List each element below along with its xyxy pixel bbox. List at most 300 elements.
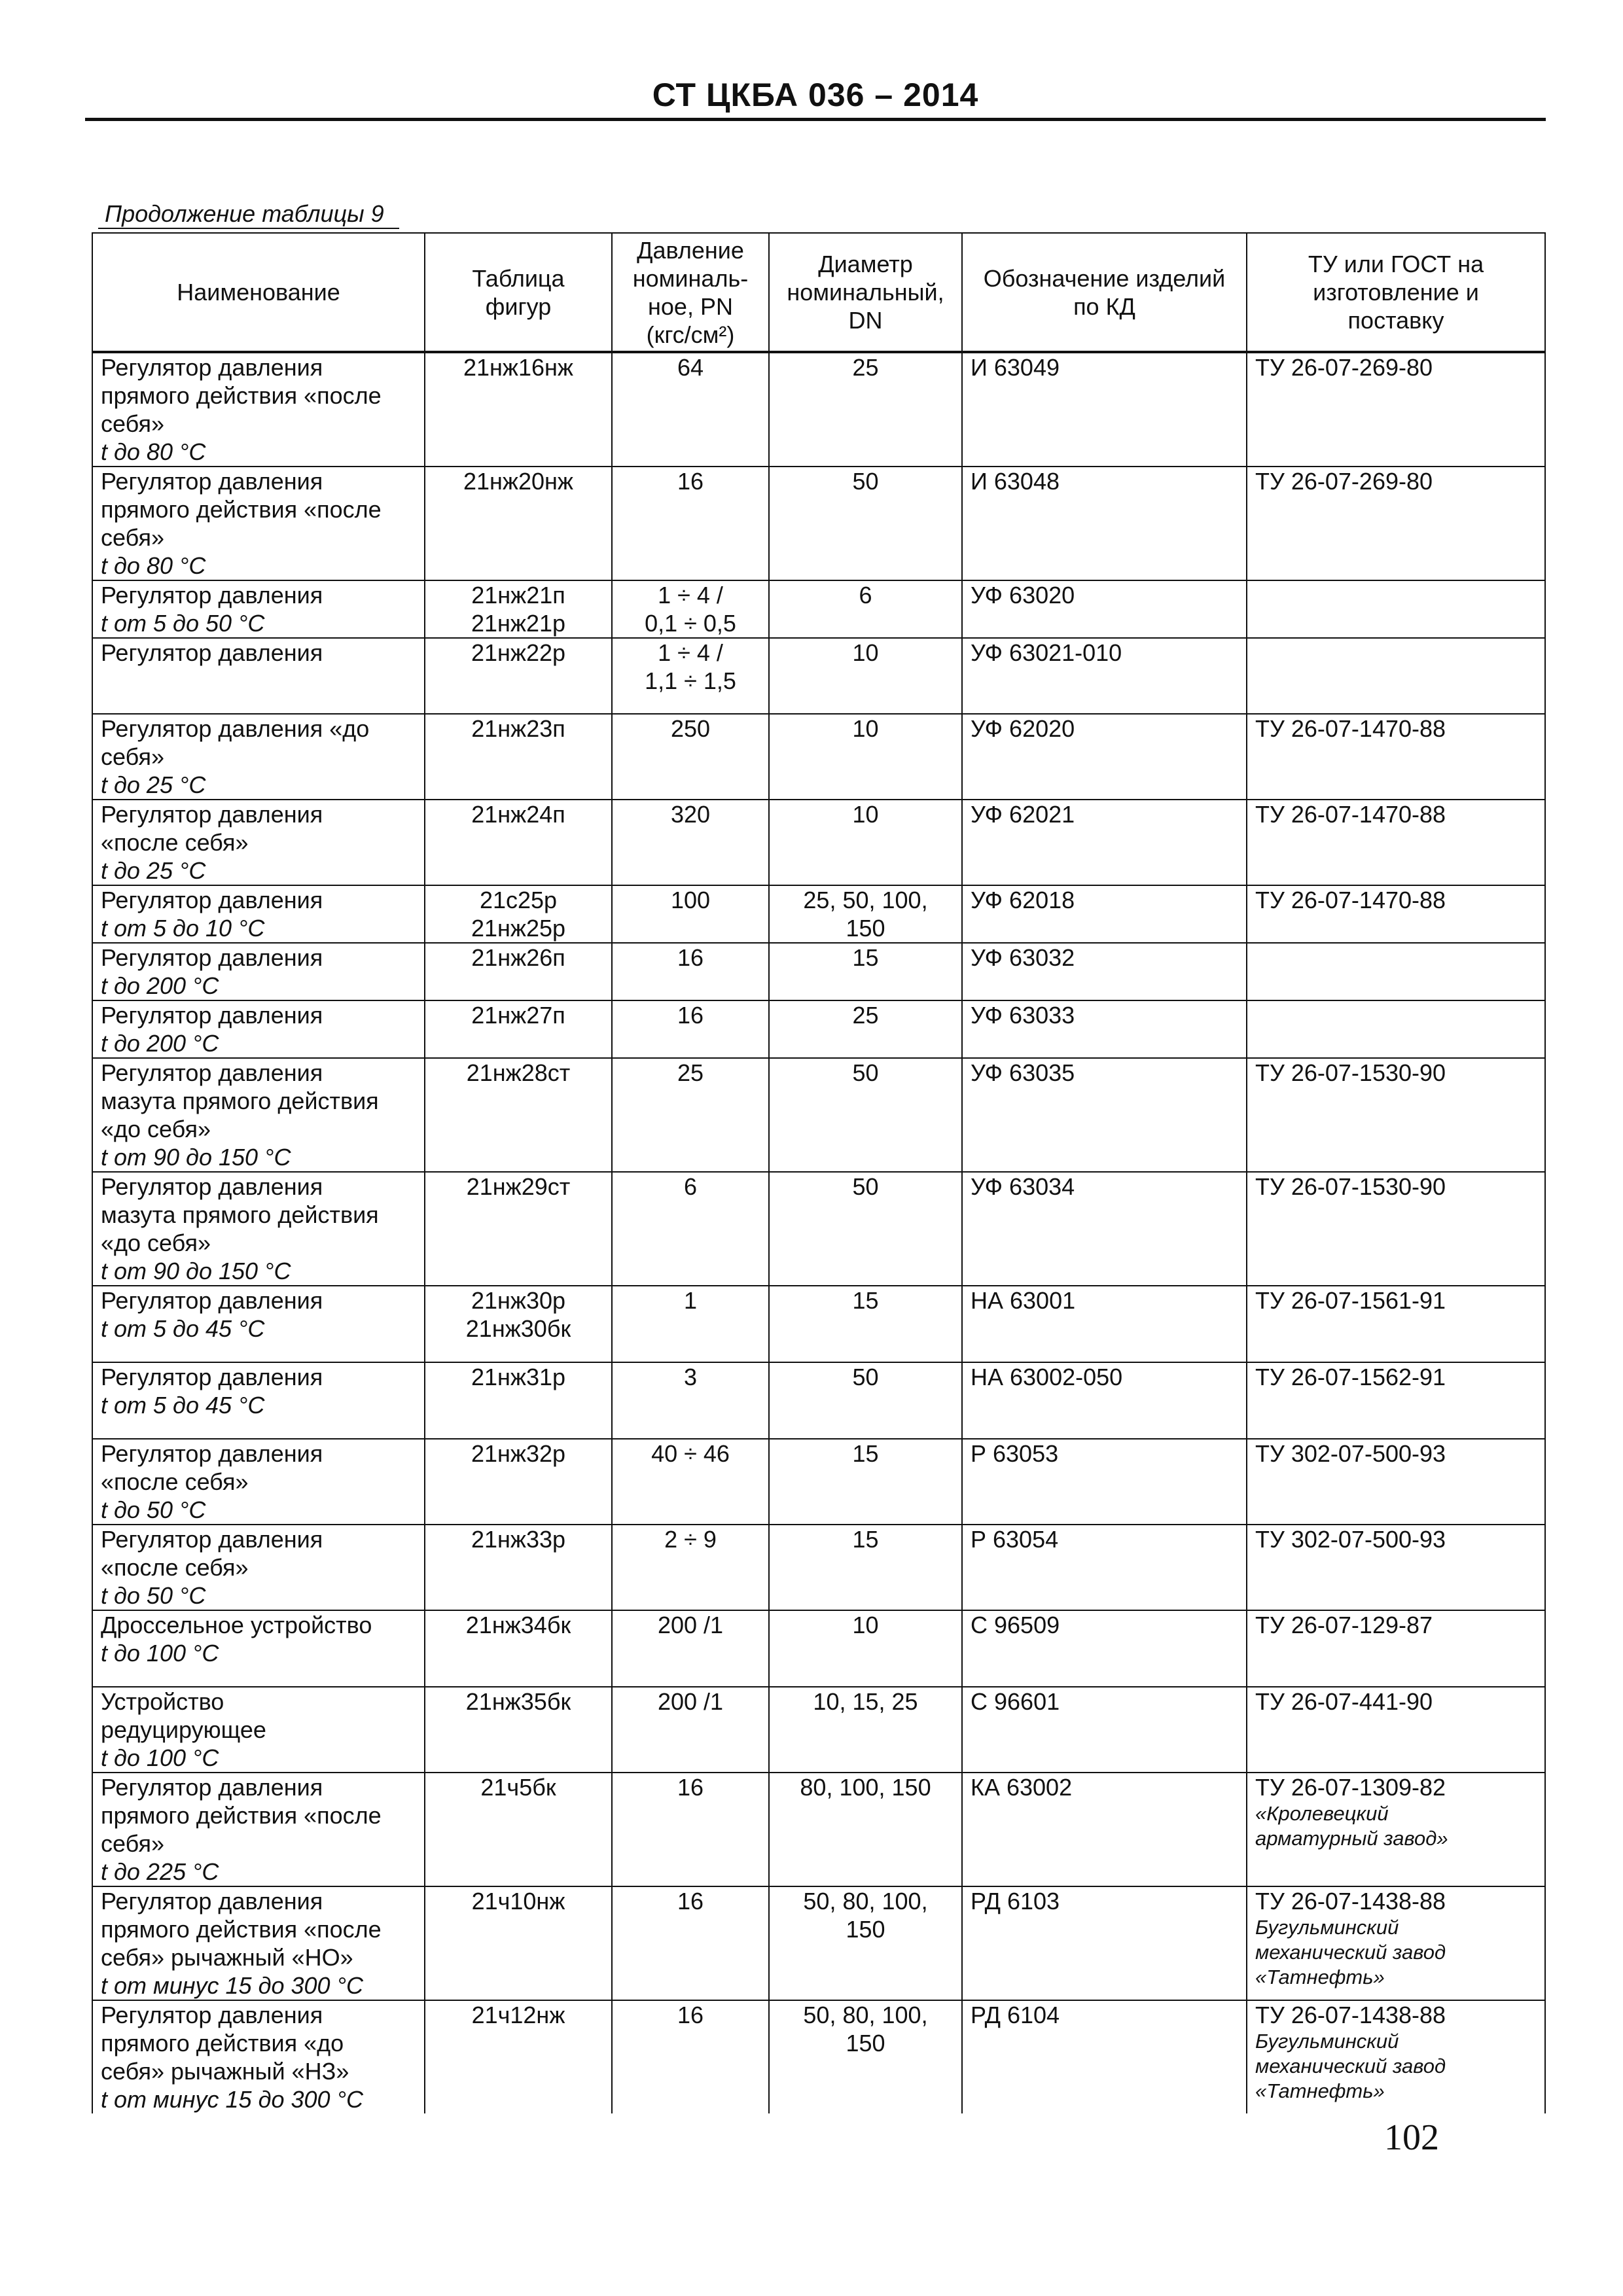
cell-text-line: прямого действия «после <box>101 1916 382 1943</box>
cell-text-line: Регулятор давления <box>101 944 323 971</box>
cell-text-line: Р 63053 <box>971 1440 1059 1467</box>
cell-text-line: Р 63054 <box>971 1526 1059 1553</box>
cell-name <box>92 2000 425 2113</box>
cell-pressure <box>612 714 769 800</box>
header-text-line: Обозначение изделий <box>983 264 1226 292</box>
cell-text-line: 25 <box>852 354 879 381</box>
cell-text-line: 10 <box>852 801 879 828</box>
cell-kd <box>962 638 1247 714</box>
cell-pressure <box>612 800 769 885</box>
cell-name <box>92 467 425 580</box>
manufacturer-name: «Кролевецкий <box>1255 1802 1389 1825</box>
cell-tu <box>1247 580 1545 638</box>
manufacturer-name: «Татнефть» <box>1255 2079 1385 2102</box>
cell-text-line: 21нж21п <box>471 582 565 609</box>
cell-text-line: НА 63001 <box>971 1287 1076 1314</box>
cell-kd <box>962 1525 1247 1610</box>
cell-figure <box>425 800 612 885</box>
cell-name <box>92 1286 425 1362</box>
cell-text-line: УФ 62020 <box>971 715 1075 742</box>
cell-name <box>92 638 425 714</box>
cell-text-line: 21нж29ст <box>466 1173 571 1200</box>
table-row <box>92 885 1545 943</box>
cell-text-line: Регулятор давления <box>101 887 323 913</box>
cell-text-line: УФ 63021-010 <box>971 639 1122 666</box>
cell-text-line: УФ 63035 <box>971 1059 1075 1086</box>
cell-diameter <box>769 714 962 800</box>
cell-pressure <box>612 580 769 638</box>
cell-text-line: ТУ 26-07-1561-91 <box>1255 1287 1446 1314</box>
cell-text-line: 50 <box>852 468 879 495</box>
temperature-range: t от 5 до 45 °С <box>101 1315 265 1342</box>
cell-text-line: 1 <box>683 1287 698 1314</box>
cell-text-line: Дроссельное устройство <box>101 1612 372 1638</box>
cell-tu <box>1247 638 1545 714</box>
cell-text-line: ТУ 26-07-1530-90 <box>1255 1173 1446 1200</box>
cell-text-line: 320 <box>670 801 711 828</box>
table-row <box>92 1687 1545 1773</box>
cell-diameter <box>769 800 962 885</box>
cell-tu <box>1247 1286 1545 1362</box>
header-text-line: номиналь- <box>632 264 749 292</box>
cell-text-line: 21нж30бк <box>465 1315 571 1342</box>
cell-text-line: Регулятор давления <box>101 1059 323 1086</box>
cell-figure <box>425 1362 612 1439</box>
cell-text-line: УФ 62018 <box>971 887 1075 913</box>
cell-text-line: Регулятор давления <box>101 1774 323 1801</box>
cell-diameter <box>769 1525 962 1610</box>
cell-text-line: 15 <box>852 1287 879 1314</box>
table-row <box>92 638 1545 714</box>
cell-text-line: 21нж31р <box>471 1364 566 1390</box>
cell-figure <box>425 638 612 714</box>
cell-text-line: ТУ 26-07-129-87 <box>1255 1612 1433 1638</box>
temperature-range: t до 225 °С <box>101 1858 219 1885</box>
header-row <box>92 233 1545 352</box>
cell-kd <box>962 1058 1247 1172</box>
cell-figure <box>425 1773 612 1886</box>
cell-pressure <box>612 1525 769 1610</box>
cell-text-line: 21нж33р <box>471 1526 566 1553</box>
cell-tu <box>1247 1525 1545 1610</box>
cell-text-line: Регулятор давления <box>101 1173 323 1200</box>
cell-text-line: 200 /1 <box>657 1612 724 1638</box>
cell-pressure <box>612 1172 769 1286</box>
cell-text-line: Регулятор давления <box>101 582 323 609</box>
cell-text-line: прямого действия «после <box>101 496 382 523</box>
cell-kd <box>962 1439 1247 1525</box>
cell-name <box>92 1886 425 2000</box>
manufacturer-name: Бугульминский <box>1255 1916 1399 1939</box>
cell-pressure <box>612 352 769 467</box>
cell-tu <box>1247 1773 1545 1886</box>
cell-pressure <box>612 885 769 943</box>
cell-text-line: С 96509 <box>971 1612 1060 1638</box>
cell-text-line: «после себя» <box>101 829 249 856</box>
temperature-range: t от 5 до 10 °С <box>101 915 265 942</box>
cell-tu <box>1247 1610 1545 1687</box>
cell-pressure <box>612 2000 769 2113</box>
cell-text-line: 16 <box>677 2002 704 2028</box>
cell-kd <box>962 352 1247 467</box>
header-text-line: Наименование <box>177 279 340 306</box>
header-text-line: изготовление и <box>1313 279 1479 306</box>
cell-pressure <box>612 1286 769 1362</box>
cell-text-line: Регулятор давления <box>101 1440 323 1467</box>
manufacturer-name: «Татнефть» <box>1255 1966 1385 1988</box>
cell-text-line: 1 ÷ 4 / <box>658 582 723 609</box>
cell-name <box>92 1525 425 1610</box>
cell-text-line: 50 <box>852 1364 879 1390</box>
cell-text-line: Регулятор давления <box>101 1364 323 1390</box>
col-figure-header <box>425 233 612 352</box>
cell-text-line: себя» <box>101 410 164 437</box>
cell-tu <box>1247 2000 1545 2113</box>
table-row <box>92 943 1545 1000</box>
cell-text-line: Регулятор давления <box>101 2002 323 2028</box>
cell-text-line: 21нж35бк <box>465 1688 571 1715</box>
cell-text-line: Регулятор давления <box>101 1888 323 1915</box>
cell-tu <box>1247 885 1545 943</box>
table-row <box>92 1286 1545 1362</box>
table-row <box>92 467 1545 580</box>
table-row <box>92 1886 1545 2000</box>
cell-text-line: 21нж34бк <box>465 1612 571 1638</box>
cell-text-line: «до себя» <box>101 1116 211 1142</box>
temperature-range: t от минус 15 до 300 °С <box>101 2086 363 2113</box>
cell-diameter <box>769 1172 962 1286</box>
cell-name <box>92 885 425 943</box>
cell-text-line: 16 <box>677 944 704 971</box>
caption-underline <box>98 228 399 229</box>
table-row <box>92 1362 1545 1439</box>
cell-text-line: УФ 63033 <box>971 1002 1075 1029</box>
cell-diameter <box>769 2000 962 2113</box>
page-number: 102 <box>1384 2117 1439 2158</box>
cell-figure <box>425 1000 612 1058</box>
cell-text-line: 10 <box>852 639 879 666</box>
cell-tu <box>1247 467 1545 580</box>
cell-pressure <box>612 1362 769 1439</box>
temperature-range: t от 5 до 45 °С <box>101 1392 265 1419</box>
cell-text-line: 21нж26п <box>471 944 565 971</box>
cell-text-line: 21нж30р <box>471 1287 566 1314</box>
cell-text-line: 25 <box>677 1059 704 1086</box>
cell-kd <box>962 885 1247 943</box>
cell-diameter <box>769 885 962 943</box>
cell-kd <box>962 1773 1247 1886</box>
cell-text-line: 200 /1 <box>657 1688 724 1715</box>
cell-text-line: 16 <box>677 1774 704 1801</box>
cell-name <box>92 1172 425 1286</box>
cell-name <box>92 800 425 885</box>
cell-diameter <box>769 1610 962 1687</box>
cell-diameter <box>769 1000 962 1058</box>
cell-name <box>92 352 425 467</box>
cell-name <box>92 714 425 800</box>
manufacturer-name: арматурный завод» <box>1255 1827 1448 1850</box>
cell-text-line: 21нж27п <box>471 1002 565 1029</box>
cell-text-line: «после себя» <box>101 1554 249 1581</box>
cell-kd <box>962 714 1247 800</box>
cell-kd <box>962 1362 1247 1439</box>
cell-text-line: 50, 80, 100, <box>803 2002 928 2028</box>
cell-text-line: 21ч5бк <box>480 1774 556 1801</box>
cell-name <box>92 1687 425 1773</box>
cell-text-line: 250 <box>670 715 711 742</box>
table-header <box>92 233 1545 352</box>
cell-diameter <box>769 1058 962 1172</box>
cell-text-line: себя» рычажный «НО» <box>101 1944 353 1971</box>
cell-text-line: 100 <box>670 887 711 913</box>
cell-figure <box>425 943 612 1000</box>
cell-text-line: РД 6104 <box>971 2002 1060 2028</box>
spec-table <box>92 232 1546 2113</box>
cell-text-line: «после себя» <box>101 1468 249 1495</box>
table-row <box>92 1773 1545 1886</box>
col-diameter-header <box>769 233 962 352</box>
cell-name <box>92 1000 425 1058</box>
cell-text-line: прямого действия «до <box>101 2030 344 2057</box>
cell-text-line: 21нж22р <box>471 639 566 666</box>
cell-text-line: 80, 100, 150 <box>800 1774 931 1801</box>
cell-name <box>92 943 425 1000</box>
cell-diameter <box>769 943 962 1000</box>
cell-text-line: прямого действия «после <box>101 1802 382 1829</box>
cell-text-line: Устройство <box>101 1688 224 1715</box>
temperature-range: t до 200 °С <box>101 1030 219 1057</box>
cell-tu <box>1247 1000 1545 1058</box>
col-pressure-header <box>612 233 769 352</box>
cell-figure <box>425 1172 612 1286</box>
cell-pressure <box>612 943 769 1000</box>
header-text-line: Таблица <box>472 264 565 292</box>
cell-name <box>92 1362 425 1439</box>
col-name-header <box>92 233 425 352</box>
cell-text-line: Регулятор давления <box>101 1002 323 1029</box>
cell-tu <box>1247 1362 1545 1439</box>
cell-text-line: себя» рычажный «НЗ» <box>101 2058 349 2085</box>
cell-text-line: ТУ 26-07-1470-88 <box>1255 887 1446 913</box>
cell-pressure <box>612 1610 769 1687</box>
table-row <box>92 800 1545 885</box>
cell-text-line: УФ 63032 <box>971 944 1075 971</box>
cell-kd <box>962 1610 1247 1687</box>
cell-text-line: 64 <box>677 354 704 381</box>
cell-name <box>92 1773 425 1886</box>
cell-text-line: РД 6103 <box>971 1888 1060 1915</box>
cell-name <box>92 580 425 638</box>
cell-figure <box>425 1439 612 1525</box>
cell-text-line: 2 ÷ 9 <box>664 1526 717 1553</box>
header-text-line: поставку <box>1347 307 1444 334</box>
cell-text-line: Регулятор давления <box>101 1526 323 1553</box>
cell-name <box>92 1058 425 1172</box>
cell-text-line: ТУ 26-07-269-80 <box>1255 354 1433 381</box>
cell-diameter <box>769 1362 962 1439</box>
cell-text-line: 16 <box>677 1002 704 1029</box>
cell-text-line: 10 <box>852 1612 879 1638</box>
cell-tu <box>1247 1886 1545 2000</box>
cell-figure <box>425 467 612 580</box>
cell-text-line: 15 <box>852 1440 879 1467</box>
cell-tu <box>1247 352 1545 467</box>
cell-figure <box>425 2000 612 2113</box>
cell-tu <box>1247 943 1545 1000</box>
cell-text-line: 150 <box>846 915 885 942</box>
cell-text-line: 15 <box>852 1526 879 1553</box>
header-text-line: (кгс/см²) <box>646 321 735 348</box>
header-text-line: фигур <box>485 292 552 320</box>
cell-pressure <box>612 1000 769 1058</box>
cell-pressure <box>612 1687 769 1773</box>
temperature-range: t до 200 °С <box>101 972 219 999</box>
cell-text-line: 25 <box>852 1002 879 1029</box>
cell-text-line: ТУ 26-07-269-80 <box>1255 468 1433 495</box>
cell-text-line: 6 <box>859 582 872 609</box>
temperature-range: t до 80 °С <box>101 552 206 579</box>
cell-text-line: ТУ 26-07-1470-88 <box>1255 801 1446 828</box>
cell-tu <box>1247 1687 1545 1773</box>
cell-figure <box>425 1886 612 2000</box>
cell-text-line: ТУ 26-07-1438-88 <box>1255 1888 1446 1915</box>
header-text-line: Диаметр <box>818 251 913 277</box>
temperature-range: t до 50 °С <box>101 1496 206 1523</box>
table-row <box>92 580 1545 638</box>
cell-text-line: 6 <box>683 1173 698 1200</box>
cell-text-line: редуцирующее <box>101 1716 266 1743</box>
cell-text-line: 21с25р <box>479 887 558 913</box>
cell-text-line: 3 <box>683 1364 698 1390</box>
cell-text-line: Регулятор давления <box>101 801 323 828</box>
cell-text-line: 10 <box>852 715 879 742</box>
cell-text-line: 50 <box>852 1173 879 1200</box>
cell-pressure <box>612 1886 769 2000</box>
manufacturer-name: механический завод <box>1255 2055 1446 2077</box>
cell-text-line: 21нж25р <box>471 915 566 942</box>
cell-text-line: ТУ 302-07-500-93 <box>1255 1440 1446 1467</box>
cell-text-line: 21нж20нж <box>463 468 573 495</box>
cell-tu <box>1247 1172 1545 1286</box>
col-tu-header <box>1247 233 1545 352</box>
cell-figure <box>425 1058 612 1172</box>
cell-figure <box>425 714 612 800</box>
col-kd-header <box>962 233 1247 352</box>
cell-text-line: себя» <box>101 524 164 551</box>
cell-text-line: ТУ 26-07-1530-90 <box>1255 1059 1446 1086</box>
table-row <box>92 1439 1545 1525</box>
cell-text-line: ТУ 26-07-1438-88 <box>1255 2002 1446 2028</box>
cell-kd <box>962 1286 1247 1362</box>
cell-text-line: 21нж28ст <box>466 1059 571 1086</box>
cell-text-line: УФ 62021 <box>971 801 1075 828</box>
temperature-range: t до 25 °С <box>101 771 206 798</box>
cell-text-line: 21нж24п <box>471 801 565 828</box>
table-row <box>92 1058 1545 1172</box>
cell-text-line: мазута прямого действия <box>101 1201 379 1228</box>
cell-tu <box>1247 800 1545 885</box>
temperature-range: t до 100 °С <box>101 1744 219 1771</box>
cell-text-line: 25, 50, 100, <box>803 887 928 913</box>
cell-text-line: И 63049 <box>971 354 1060 381</box>
cell-text-line: И 63048 <box>971 468 1060 495</box>
cell-text-line: «до себя» <box>101 1229 211 1256</box>
table-caption: Продолжение таблицы 9 <box>105 200 384 227</box>
cell-tu <box>1247 714 1545 800</box>
cell-text-line: КА 63002 <box>971 1774 1073 1801</box>
table-body <box>92 352 1545 2113</box>
manufacturer-name: механический завод <box>1255 1941 1446 1964</box>
cell-diameter <box>769 1773 962 1886</box>
cell-text-line: 15 <box>852 944 879 971</box>
header-text-line: ное, PN <box>648 292 733 320</box>
document-header <box>85 72 1546 121</box>
cell-text-line: 10, 15, 25 <box>813 1688 918 1715</box>
header-text-line: DN <box>848 307 883 334</box>
cell-text-line: 1 ÷ 4 / <box>658 639 723 666</box>
cell-text-line: ТУ 26-07-441-90 <box>1255 1688 1433 1715</box>
cell-diameter <box>769 638 962 714</box>
temperature-range: t до 80 °С <box>101 438 206 465</box>
cell-figure <box>425 885 612 943</box>
cell-kd <box>962 467 1247 580</box>
cell-text-line: 21нж32р <box>471 1440 566 1467</box>
cell-text-line: УФ 63020 <box>971 582 1075 609</box>
cell-text-line: 150 <box>846 1916 885 1943</box>
cell-text-line: 21ч12нж <box>471 2002 565 2028</box>
temperature-range: t от 90 до 150 °С <box>101 1144 291 1171</box>
temperature-range: t от 90 до 150 °С <box>101 1258 291 1284</box>
cell-text-line: 21нж21р <box>471 610 566 637</box>
header-text-line: по КД <box>1073 292 1135 320</box>
cell-figure <box>425 1687 612 1773</box>
cell-pressure <box>612 1058 769 1172</box>
cell-text-line: 50 <box>852 1059 879 1086</box>
cell-text-line: Регулятор давления «до <box>101 715 370 742</box>
cell-text-line: себя» <box>101 743 164 770</box>
temperature-range: t до 100 °С <box>101 1640 219 1667</box>
cell-diameter <box>769 1886 962 2000</box>
cell-kd <box>962 943 1247 1000</box>
temperature-range: t до 25 °С <box>101 857 206 884</box>
cell-kd <box>962 800 1247 885</box>
document-code: СТ ЦКБА 036 – 2014 <box>652 77 979 113</box>
temperature-range: t до 50 °С <box>101 1582 206 1609</box>
cell-diameter <box>769 580 962 638</box>
cell-diameter <box>769 467 962 580</box>
cell-text-line: 40 ÷ 46 <box>651 1440 730 1467</box>
cell-text-line: 150 <box>846 2030 885 2057</box>
cell-text-line: 21нж23п <box>471 715 565 742</box>
cell-text-line: 0,1 ÷ 0,5 <box>645 610 736 637</box>
table-row <box>92 352 1545 467</box>
cell-text-line: 16 <box>677 1888 704 1915</box>
cell-text-line: Регулятор давления <box>101 354 323 381</box>
cell-text-line: 16 <box>677 468 704 495</box>
cell-text-line: мазута прямого действия <box>101 1087 379 1114</box>
table-row <box>92 1172 1545 1286</box>
cell-kd <box>962 580 1247 638</box>
cell-text-line: ТУ 26-07-1562-91 <box>1255 1364 1446 1390</box>
cell-name <box>92 1439 425 1525</box>
cell-text-line: ТУ 302-07-500-93 <box>1255 1526 1446 1553</box>
cell-tu <box>1247 1439 1545 1525</box>
cell-kd <box>962 1172 1247 1286</box>
table-row <box>92 1525 1545 1610</box>
cell-text-line: Регулятор давления <box>101 468 323 495</box>
cell-text-line: прямого действия «после <box>101 382 382 409</box>
cell-diameter <box>769 1439 962 1525</box>
